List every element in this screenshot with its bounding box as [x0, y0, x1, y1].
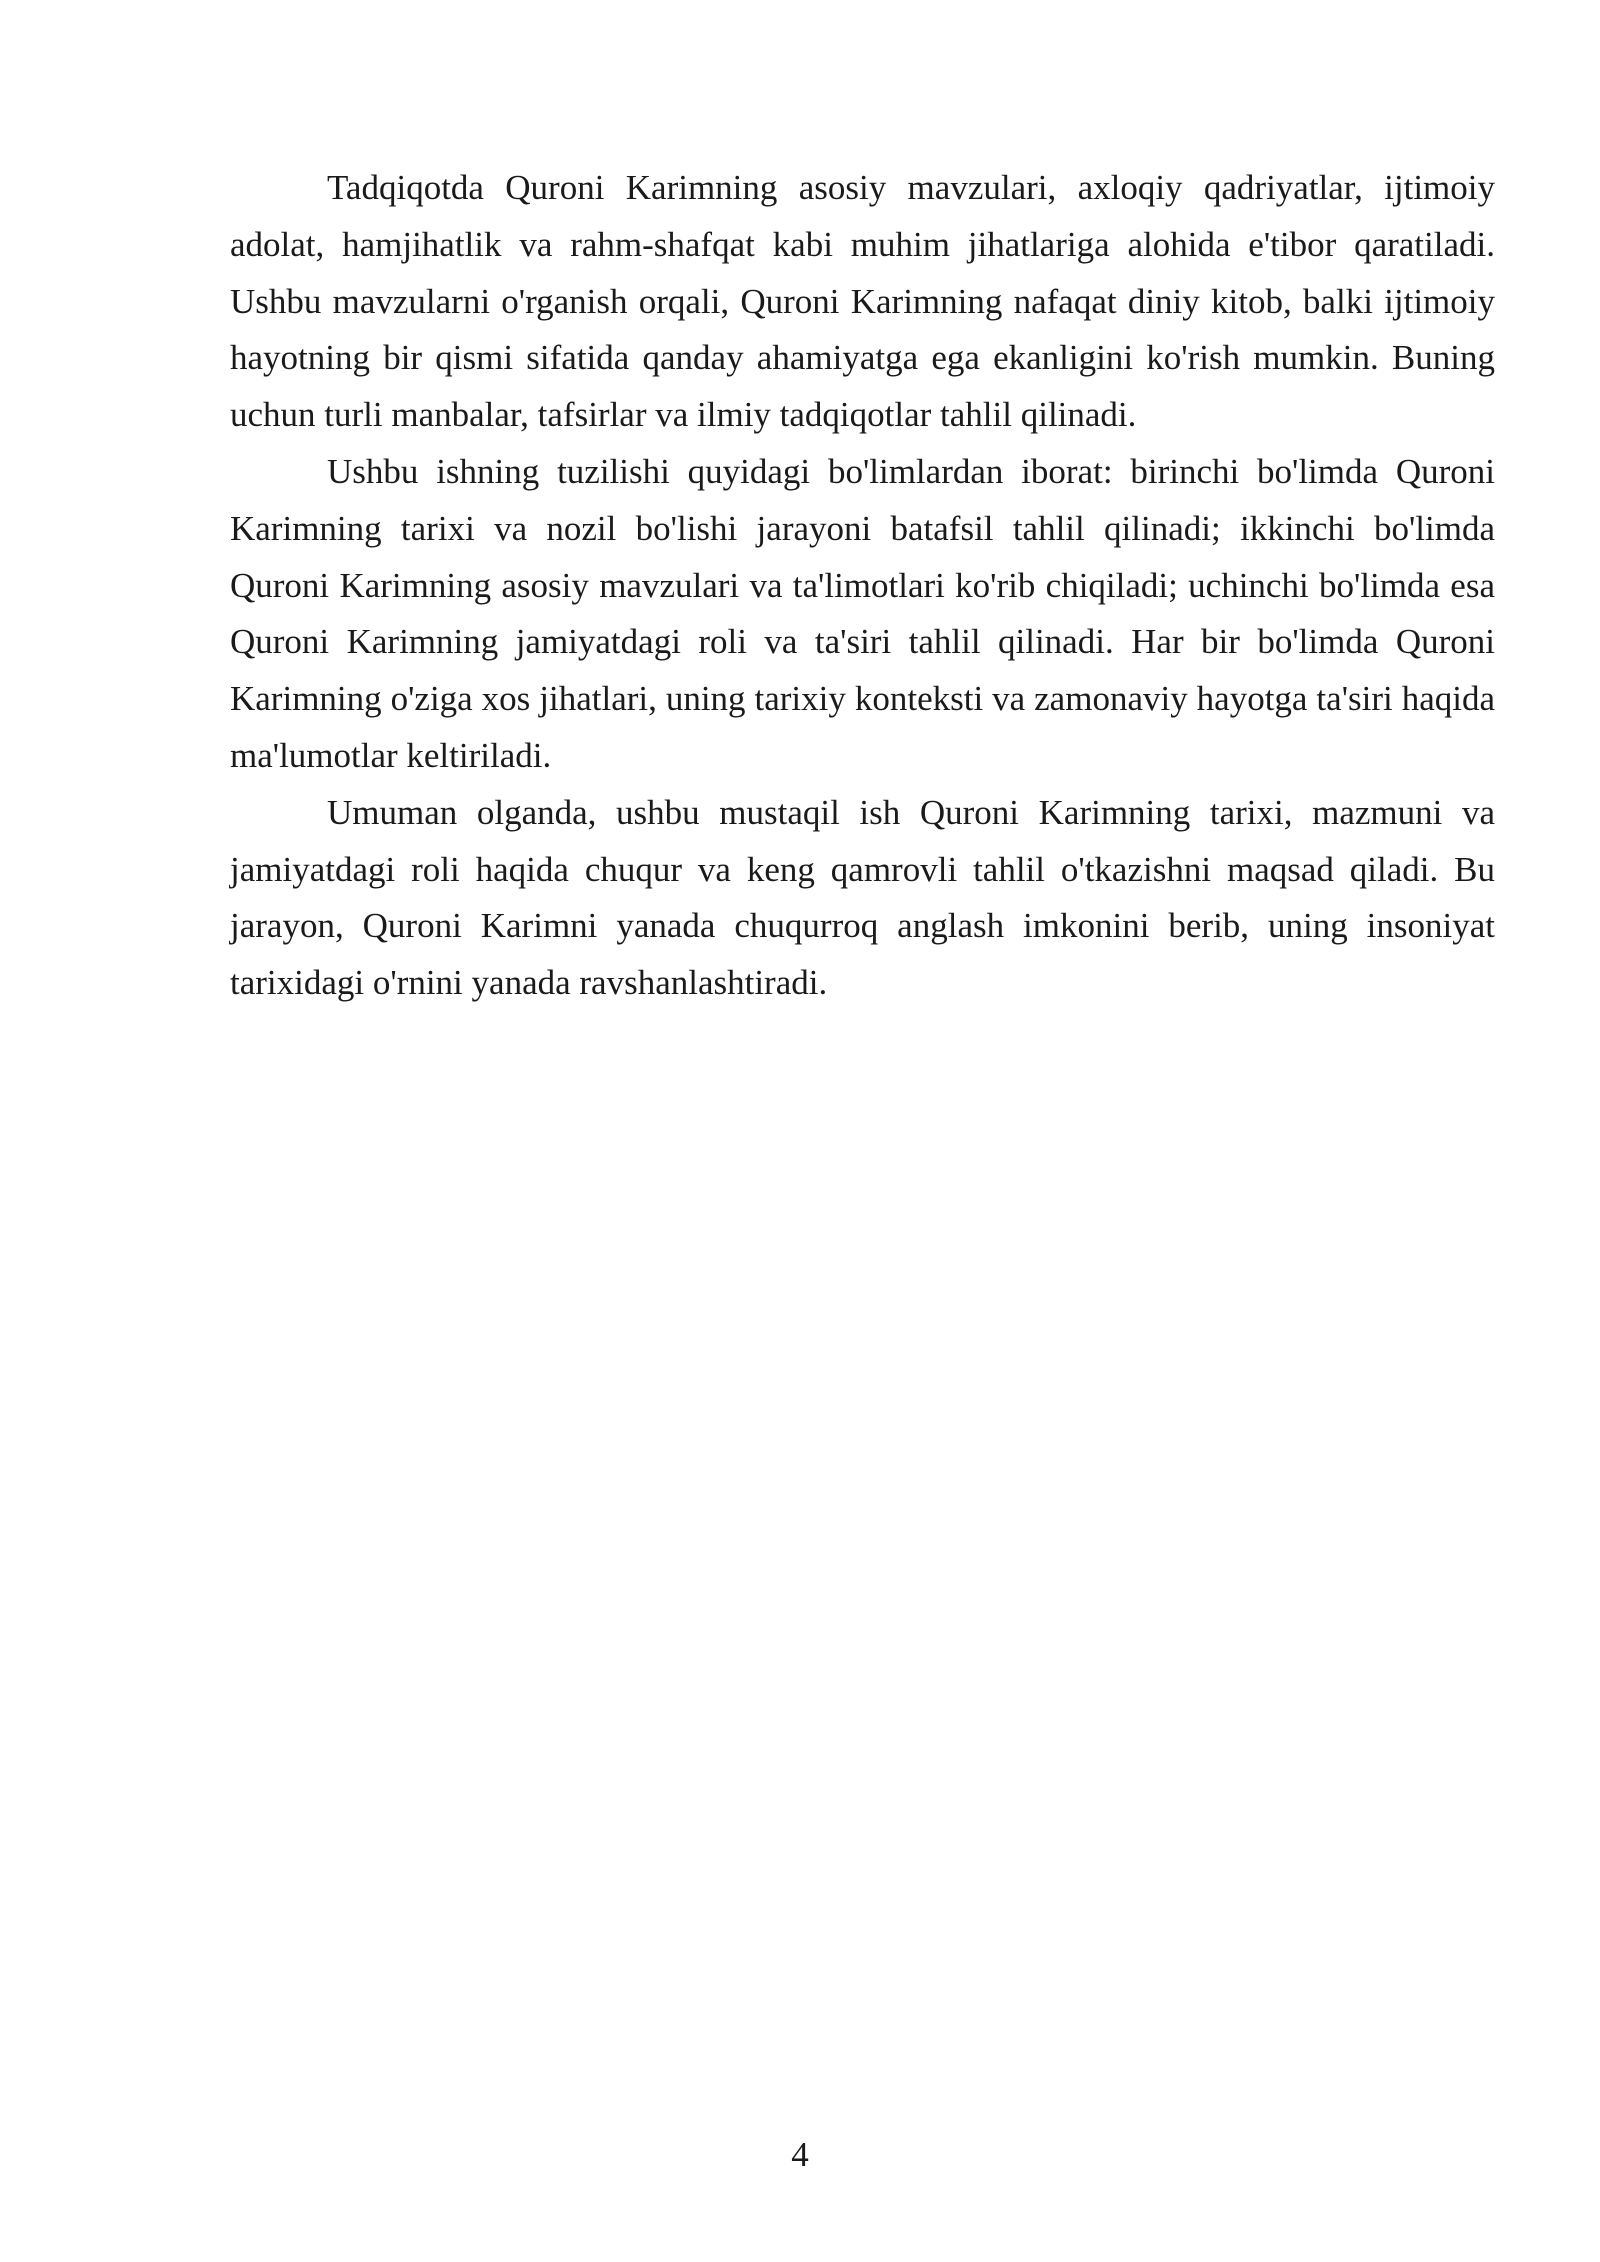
body-text — [230, 160, 1495, 1012]
paragraph: Tadqiqotda Quroni Karimning asosiy mavzulari, axloqiy qadriyatlar, ijtimoiy adolat, hamjihatlik va rahm-shafqat kabi muhim jihatlariga alohida e'tibor qaratiladi. Ushbu mavzularni o'rganish orqali, Quroni Karimning nafaqat diniy kitob, balki ijtimoiy hayotning bir qismi sifatida qanday ahamiyatga ega ekanligini ko'rish mumkin. Buning uchun turli manbalar, tafsirlar va ilmiy tadqiqotlar tahlil qilinadi. — [230, 168, 1495, 435]
paragraph: Umuman olganda, ushbu mustaqil ish Quroni Karimning tarixi, mazmuni va jamiyatdagi roli haqida chuqur va keng qamrovli tahlil o'tkazishni maqsad qiladi. Bu jarayon, Quroni Karimni yanada chuqurroq anglash imkonini berib, uning insoniyat tarixidagi o'rnini yanada ravshanlashtiradi. — [230, 792, 1495, 1003]
page-number: 4 — [791, 2135, 809, 2174]
paragraph: Ushbu ishning tuzilishi quyidagi bo'limlardan iborat: birinchi bo'limda Quroni Karimning tarixi va nozil bo'lishi jarayoni batafsil tahlil qilinadi; ikkinchi bo'limda Quroni Karimning asosiy mavzulari va ta'limotlari ko'rib chiqiladi; uchinchi bo'limda esa Quroni Karimning jamiyatdagi roli va ta'siri tahlil qilinadi. Har bir bo'limda Quroni Karimning o'ziga xos jihatlari, uning tarixiy konteksti va zamonaviy hayotga ta'siri haqida ma'lumotlar keltiriladi. — [230, 451, 1495, 775]
